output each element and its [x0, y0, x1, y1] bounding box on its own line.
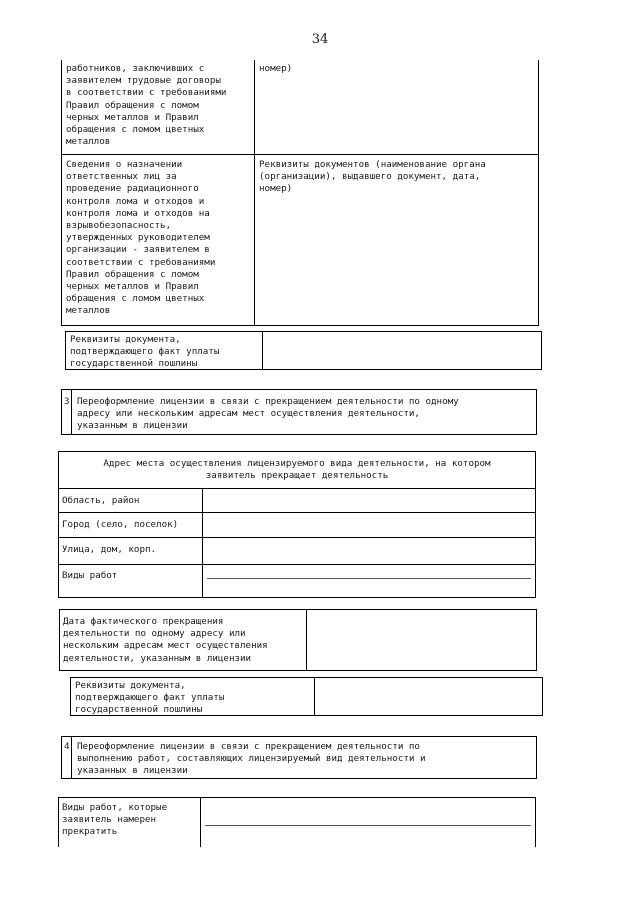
region-district-field[interactable]: [204, 489, 535, 512]
work-types-label: Виды работ: [62, 570, 118, 581]
works-stop-label: Виды работ, которые заявитель намерен прекратить: [62, 802, 168, 838]
section-4-block: [61, 736, 537, 779]
requirements-table: [61, 60, 539, 326]
employees-contracts-label: работников, заключивших с заявителем трудовые договоры в соответствии с требованиями Правил обращения с ломом черных металлов и Правил обращения с ломом цветных металлов: [66, 63, 227, 148]
section-4-number: 4: [64, 741, 70, 752]
works-stop-block: [58, 797, 536, 847]
section-3-number: 3: [64, 396, 70, 407]
state-fee-block-2: [70, 677, 543, 716]
street-label: Улица, дом, корп.: [62, 544, 157, 555]
section-4-text: Переоформление лицензии в связи с прекращением деятельности по выполнению работ, составляющих лицензируемый вид деятельности и указанных в лицензии: [77, 741, 426, 777]
section-3-text: Переоформление лицензии в связи с прекращением деятельности по одному адресу или нескольким адресам мест осуществления деятельности, указанным в лицензии: [77, 396, 459, 432]
page-number: 34: [311, 32, 329, 47]
address-table-header: Адрес места осуществления лицензируемого вида деятельности, на котором заявитель прекращает деятельность: [103, 458, 491, 482]
state-fee-field-2[interactable]: [316, 678, 542, 715]
state-fee-label-1: Реквизиты документа, подтверждающего факт уплаты государственной пошлины: [70, 334, 220, 370]
state-fee-block-1: [65, 331, 542, 370]
employees-contracts-value: номер): [259, 63, 293, 74]
termination-date-label: Дата фактического прекращения деятельности по одному адресу или нескольким адресам мест осуществления деятельности, указанным в лицензии: [63, 616, 268, 664]
region-district-label: Область, район: [62, 495, 140, 506]
state-fee-label-2: Реквизиты документа, подтверждающего факт уплаты государственной пошлины: [75, 680, 225, 716]
termination-date-field[interactable]: [308, 610, 536, 670]
city-field[interactable]: [204, 513, 535, 537]
responsible-persons-value: Реквизиты документов (наименование органа (организации), выдавшего документ, дата, номер): [259, 159, 486, 195]
works-stop-field[interactable]: [202, 798, 535, 847]
work-types-field[interactable]: [204, 565, 535, 597]
city-label: Город (село, поселок): [62, 519, 179, 530]
address-table: [58, 451, 536, 598]
responsible-persons-label: Сведения о назначении ответственных лиц за проведение радиационного контроля лома и отходов и контроля лома и отходов на взрывобезопасность, утвержденных руководителем организации - заявителем в соответствии с требованиями Правил обращения с ломом черных металлов и Правил обращения с ломом цветных металлов: [66, 159, 216, 317]
street-field[interactable]: [204, 538, 535, 564]
state-fee-field-1[interactable]: [264, 332, 541, 369]
section-3-block: [61, 389, 537, 435]
termination-date-block: [59, 609, 537, 671]
